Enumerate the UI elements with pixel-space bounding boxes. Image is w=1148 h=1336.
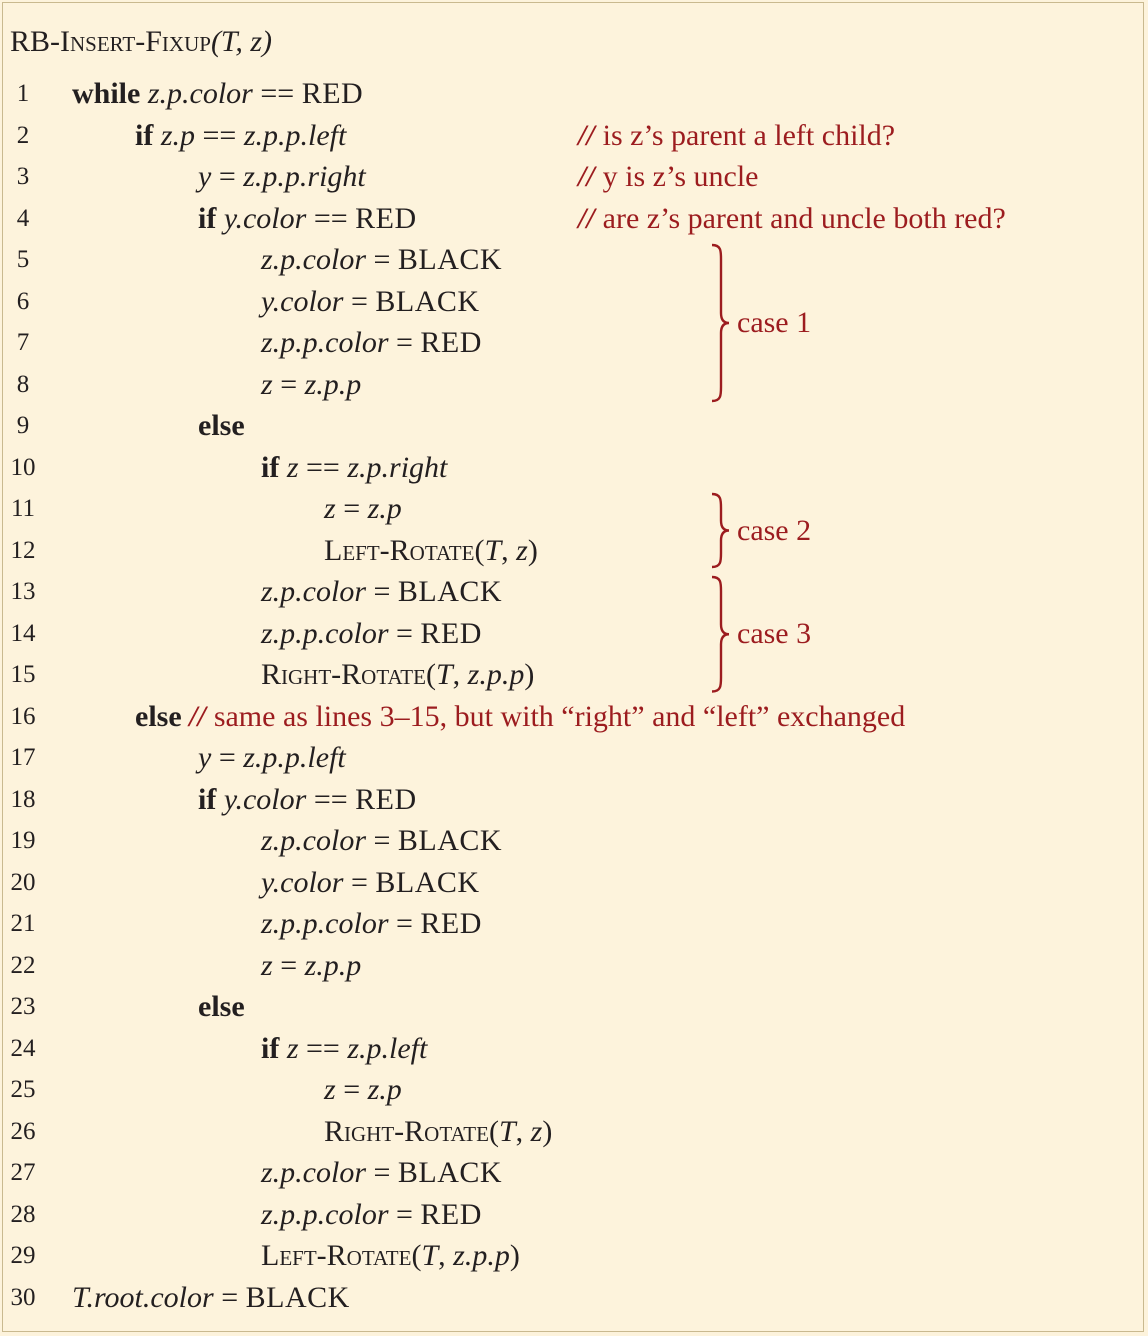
code-line [0, 488, 1148, 530]
code-token: z.p.p [304, 948, 362, 982]
code-line [0, 530, 1148, 572]
code-text [135, 696, 905, 738]
code-token: = [388, 1197, 421, 1231]
constant: RED [355, 201, 417, 235]
code-token: ) [509, 1239, 520, 1272]
constant: BLACK [397, 1156, 503, 1189]
line-number: 28 [10, 1200, 36, 1228]
line-number: 24 [10, 1034, 36, 1062]
code-token: y.color [261, 865, 344, 899]
code-token: , [501, 533, 517, 567]
constant: RED [420, 616, 482, 650]
code-text [324, 488, 402, 530]
code-line [0, 696, 1148, 738]
code-line [0, 239, 1148, 281]
code-line [0, 945, 1148, 987]
code-token: z.p.color [261, 243, 366, 276]
code-text [261, 1235, 520, 1277]
code-token: T [484, 533, 502, 567]
code-line [0, 1069, 1148, 1111]
constant: RED [420, 1197, 482, 1231]
line-number: 3 [16, 163, 30, 190]
code-text [198, 156, 366, 198]
code-token: == [252, 77, 302, 110]
code-token: z.p.color [147, 77, 253, 110]
code-token: T.root.color [72, 1280, 214, 1314]
line-number: 2 [16, 121, 30, 149]
code-text [261, 447, 447, 489]
code-line [0, 1194, 1148, 1236]
code-token: y.color [261, 284, 344, 318]
code-token: z.p.p [453, 1239, 510, 1272]
code-text [198, 198, 417, 240]
code-text [324, 530, 538, 572]
procedure-call: Right-Rotate [261, 658, 426, 691]
code-line [0, 198, 1148, 240]
code-token: == [306, 201, 356, 235]
code-text [261, 945, 361, 987]
procedure-args: (T, z) [210, 25, 273, 58]
code-token: == [298, 450, 348, 484]
line-number: 14 [10, 619, 36, 647]
code-token: = [366, 243, 398, 276]
line-number: 19 [10, 827, 36, 854]
line-number: 16 [10, 702, 36, 730]
comment-marker: // [578, 201, 595, 235]
code-text [324, 1069, 402, 1111]
code-token: , [452, 658, 468, 691]
code-token: = [272, 948, 305, 982]
code-token: z.p.p.left [243, 741, 346, 774]
code-token: , [438, 1239, 454, 1272]
code-token: = [211, 160, 244, 193]
code-token: z.p.p [304, 367, 362, 401]
line-comment [578, 115, 895, 157]
line-number: 10 [10, 453, 36, 481]
keyword: if [261, 1031, 287, 1065]
code-token: ) [527, 533, 538, 567]
code-text [72, 1277, 350, 1319]
code-token: z [261, 948, 273, 982]
code-text [72, 73, 363, 115]
code-text [198, 779, 417, 821]
code-token: z [286, 1031, 299, 1065]
code-token: z [286, 450, 299, 484]
line-number: 8 [16, 370, 30, 398]
line-number: 5 [16, 246, 30, 273]
code-text [261, 903, 482, 945]
code-token: T [498, 1114, 516, 1148]
case-label: case 2 [737, 513, 812, 547]
code-line [0, 613, 1148, 655]
code-token: = [213, 1280, 246, 1314]
code-token: = [272, 367, 305, 401]
code-line [0, 156, 1148, 198]
line-number: 11 [10, 495, 36, 522]
code-line [0, 1277, 1148, 1319]
line-number: 30 [10, 1283, 36, 1311]
code-token: z.p.p [467, 658, 525, 691]
procedure-call: Left-Rotate [324, 533, 475, 567]
code-line [0, 73, 1148, 115]
code-line [0, 903, 1148, 945]
constant: BLACK [375, 284, 480, 318]
code-text [261, 613, 482, 655]
line-number: 6 [16, 287, 30, 315]
keyword: if [198, 782, 224, 816]
code-token: = [388, 907, 421, 940]
code-line [0, 322, 1148, 364]
code-text [261, 281, 480, 323]
code-text [261, 1194, 482, 1236]
code-text [198, 986, 245, 1028]
constant: RED [301, 77, 364, 110]
code-token: ( [411, 1239, 422, 1272]
comment-text: same as lines 3–15, but with “right” and “left” exchanged [213, 699, 906, 733]
code-token: = [366, 575, 398, 608]
constant: BLACK [397, 575, 503, 608]
procedure-call: Right-Rotate [324, 1114, 489, 1148]
code-token: = [366, 824, 398, 857]
procedure-call: Left-Rotate [261, 1239, 412, 1272]
code-token: z.p [367, 1073, 402, 1106]
constant: BLACK [245, 1280, 350, 1314]
code-token: z.p.p.color [261, 1197, 389, 1231]
code-line [0, 1235, 1148, 1277]
code-token: = [343, 865, 376, 899]
line-number: 13 [10, 578, 36, 605]
line-number: 21 [10, 910, 36, 937]
comment-text: is z’s parent a left child? [602, 118, 896, 152]
constant: RED [355, 782, 417, 816]
line-number: 23 [10, 993, 36, 1020]
line-number: 18 [10, 785, 36, 813]
code-line [0, 1152, 1148, 1194]
comment-text: are z’s parent and uncle both red? [602, 201, 1006, 235]
code-token: ) [524, 658, 535, 691]
line-number: 25 [10, 1076, 36, 1103]
code-token: = [335, 492, 368, 525]
comment-text: y is z’s uncle [602, 160, 759, 193]
keyword: if [261, 450, 287, 484]
code-line [0, 1028, 1148, 1070]
code-token: ) [542, 1114, 553, 1148]
code-line [0, 986, 1148, 1028]
line-number: 7 [16, 329, 30, 356]
code-text [261, 322, 482, 364]
code-line [0, 1111, 1148, 1153]
keyword: if [135, 118, 161, 152]
code-token: == [195, 118, 244, 152]
code-token: = [388, 616, 421, 650]
code-text [198, 405, 245, 447]
code-line [0, 862, 1148, 904]
code-token: z.p.p.color [261, 616, 389, 650]
code-token: = [388, 326, 421, 359]
comment-marker: // [189, 699, 206, 733]
code-token: ( [425, 658, 436, 691]
line-number: 1 [16, 80, 30, 107]
keyword: if [198, 201, 224, 235]
code-token: z.p.color [261, 575, 366, 608]
code-line [0, 737, 1148, 779]
code-line [0, 820, 1148, 862]
code-token: z.p.color [261, 824, 366, 857]
code-text [135, 115, 346, 157]
line-number: 15 [10, 661, 36, 688]
code-token: z.p [367, 492, 402, 525]
comment-marker: // [578, 160, 595, 193]
code-text [324, 1111, 552, 1153]
code-token: = [211, 741, 244, 774]
code-line [0, 115, 1148, 157]
code-token: = [335, 1073, 368, 1106]
line-number: 27 [10, 1159, 36, 1186]
code-line [0, 405, 1148, 447]
code-token: z [324, 492, 336, 525]
inline-comment [189, 700, 905, 733]
code-token: z [516, 533, 528, 567]
code-token: ( [474, 533, 485, 567]
line-comment [578, 198, 1006, 240]
code-line [0, 447, 1148, 489]
code-token: z.p.p.left [243, 118, 347, 152]
procedure-title [10, 24, 272, 60]
code-token: z [324, 1073, 336, 1106]
code-token: y.color [223, 201, 307, 235]
constant: BLACK [375, 865, 480, 899]
code-token: ( [488, 1114, 499, 1148]
code-token: = [366, 1156, 398, 1189]
comment-marker: // [578, 118, 595, 152]
line-number: 29 [10, 1242, 36, 1269]
code-token: z.p [160, 118, 196, 152]
constant: BLACK [397, 824, 503, 857]
code-line [0, 654, 1148, 696]
code-token: z.p.p.color [261, 326, 389, 359]
code-token: z.p.color [261, 1156, 366, 1189]
procedure-name: RB-Insert-Fixup [10, 25, 211, 58]
code-text [261, 654, 534, 696]
line-number: 20 [10, 868, 36, 896]
code-text [261, 364, 361, 406]
code-token: y [198, 160, 212, 193]
code-text [261, 820, 502, 862]
code-text [261, 239, 502, 281]
case-label: case 1 [737, 306, 812, 339]
line-number: 12 [10, 536, 36, 564]
line-number: 9 [16, 412, 30, 439]
code-token: z.p.left [347, 1031, 428, 1065]
code-token: , [515, 1114, 531, 1148]
constant: RED [420, 907, 482, 940]
code-token: T [435, 658, 453, 691]
code-text [261, 1152, 502, 1194]
code-text [198, 737, 346, 779]
code-token: == [306, 782, 356, 816]
code-text [261, 862, 480, 904]
constant: RED [420, 326, 482, 359]
code-token: z.p.p.color [261, 907, 389, 940]
code-text [261, 1028, 427, 1070]
case-label: case 3 [737, 617, 812, 651]
line-number: 22 [10, 951, 36, 979]
line-number: 17 [10, 744, 36, 771]
line-number: 4 [16, 204, 30, 232]
constant: BLACK [397, 243, 503, 276]
code-token: T [421, 1239, 439, 1272]
code-line [0, 571, 1148, 613]
code-token: y [198, 741, 212, 774]
code-token: = [343, 284, 376, 318]
code-text [261, 571, 502, 613]
keyword: else [198, 409, 245, 442]
code-token: z.p.p.right [243, 160, 366, 193]
code-line [0, 364, 1148, 406]
code-line [0, 779, 1148, 821]
keyword: while [72, 77, 148, 110]
code-token: z [261, 367, 273, 401]
code-token: z.p.right [347, 450, 448, 484]
line-number: 26 [10, 1117, 36, 1145]
keyword: else [135, 699, 190, 733]
code-token: y.color [223, 782, 307, 816]
keyword: else [198, 990, 245, 1023]
code-line [0, 281, 1148, 323]
code-token: == [298, 1031, 348, 1065]
line-comment [578, 156, 758, 198]
code-token: z [530, 1114, 543, 1148]
